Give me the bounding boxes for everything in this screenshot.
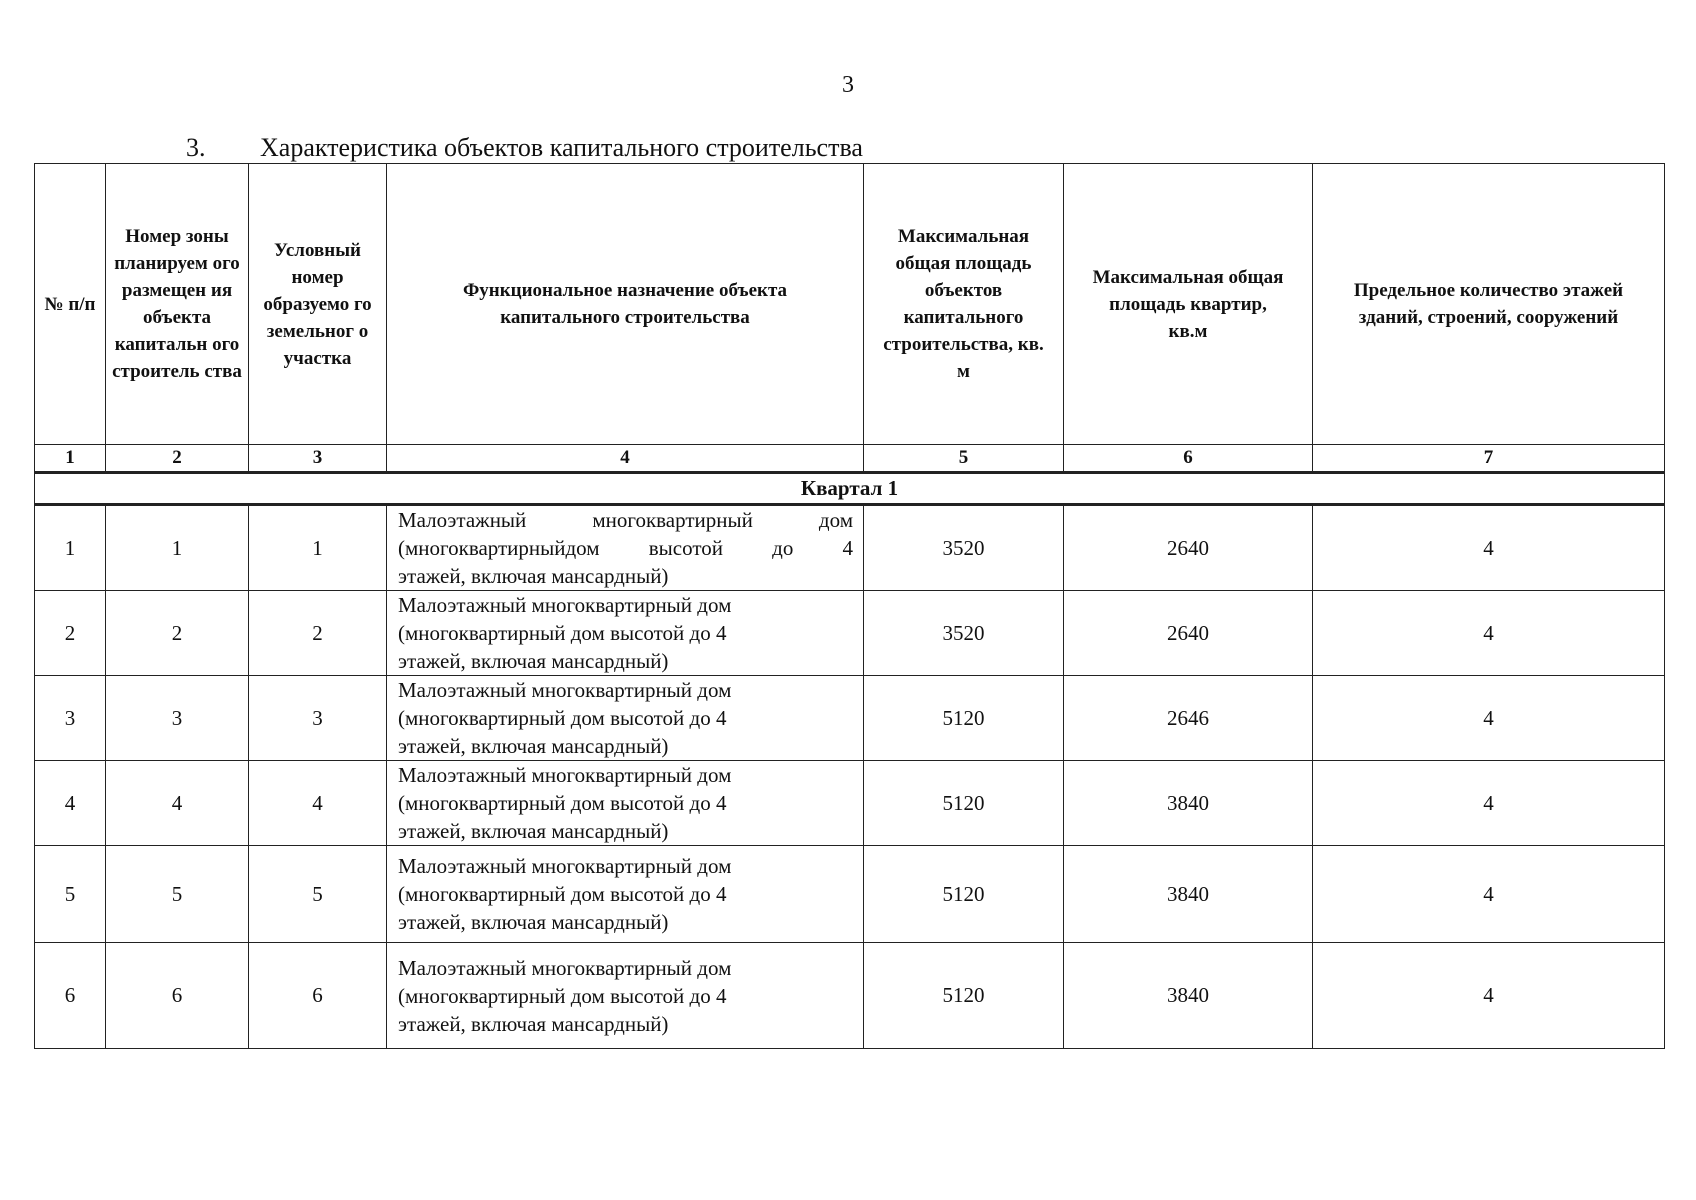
zone-number-cell: 6 [106,943,249,1049]
header-cell-max-area: Максимальная общая площадь объектов капитального строительства, кв. м [864,164,1064,445]
purpose-line: Малоэтажный многоквартирный дом [398,508,853,532]
table-row [35,943,1665,1049]
block-label: Квартал 1 [35,473,1665,505]
table-row [35,846,1665,943]
plot-number-cell: 2 [249,591,387,676]
header-cell-plot: Условный номер образуемо го земельног о участка [249,164,387,445]
zone-number-cell: 2 [106,591,249,676]
column-number: 1 [35,445,106,473]
plot-number-cell: 6 [249,943,387,1049]
section-heading [186,133,863,163]
purpose-line: (многоквартирный дом высотой до 4 [398,706,727,730]
max-area-cell: 5120 [864,676,1064,761]
row-number-cell: 5 [35,846,106,943]
apartment-area-cell: 3840 [1064,761,1313,846]
table-row [35,761,1665,846]
purpose-line: этажей, включая мансардный) [398,734,669,758]
purpose-line: этажей, включая мансардный) [398,819,669,843]
row-number-cell: 4 [35,761,106,846]
max-area-cell: 3520 [864,505,1064,591]
purpose-line: (многоквартирныйдом высотой до 4 [398,536,853,560]
purpose-cell [387,943,864,1049]
purpose-line: этажей, включая мансардный) [398,649,669,673]
column-number: 4 [387,445,864,473]
purpose-cell [387,591,864,676]
plot-number-cell: 4 [249,761,387,846]
floors-cell: 4 [1313,676,1665,761]
row-number-cell: 2 [35,591,106,676]
max-area-cell: 5120 [864,846,1064,943]
column-number-row [35,445,1665,473]
purpose-line: этажей, включая мансардный) [398,1011,669,1036]
purpose-line: Малоэтажный многоквартирный дом [398,955,732,980]
header-cell-purpose: Функциональное назначение объекта капитального строительства [387,164,864,445]
zone-number-cell: 4 [106,761,249,846]
plot-number-cell: 5 [249,846,387,943]
purpose-cell [387,676,864,761]
header-cell-number: № п/п [35,164,106,445]
column-number: 3 [249,445,387,473]
zone-number-cell: 1 [106,505,249,591]
header-row [35,164,1665,445]
purpose-cell [387,761,864,846]
purpose-cell [387,846,864,943]
purpose-line: Малоэтажный многоквартирный дом [398,854,732,878]
floors-cell: 4 [1313,591,1665,676]
zone-number-cell: 3 [106,676,249,761]
capital-construction-table [34,163,1665,1049]
max-area-cell: 5120 [864,943,1064,1049]
purpose-line: (многоквартирный дом высотой до 4 [398,621,727,645]
purpose-line: Малоэтажный многоквартирный дом [398,678,732,702]
section-number: 3. [186,133,206,162]
row-number-cell: 1 [35,505,106,591]
table-row [35,591,1665,676]
header-cell-apt-area: Максимальная общая площадь квартир, кв.м [1064,164,1313,445]
purpose-line: Малоэтажный многоквартирный дом [398,593,732,617]
row-number-cell: 6 [35,943,106,1049]
section-title: Характеристика объектов капитального строительства [260,133,863,162]
purpose-cell [387,505,864,591]
table-row [35,505,1665,591]
plot-number-cell: 3 [249,676,387,761]
page-number: 3 [842,72,854,98]
header-cell-floors: Предельное количество этажей зданий, строений, сооружений [1313,164,1665,445]
column-number: 5 [864,445,1064,473]
purpose-line: (многоквартирный дом высотой до 4 [398,983,727,1008]
max-area-cell: 5120 [864,761,1064,846]
plot-number-cell: 1 [249,505,387,591]
table-row [35,676,1665,761]
apartment-area-cell: 2640 [1064,505,1313,591]
header-cell-zone: Номер зоны планируем ого размещен ия объекта капитальн ого строитель ства [106,164,249,445]
column-number: 6 [1064,445,1313,473]
purpose-line: (многоквартирный дом высотой до 4 [398,882,727,906]
floors-cell: 4 [1313,761,1665,846]
floors-cell: 4 [1313,505,1665,591]
purpose-line: Малоэтажный многоквартирный дом [398,763,732,787]
purpose-line: этажей, включая мансардный) [398,564,669,588]
purpose-line: (многоквартирный дом высотой до 4 [398,791,727,815]
block-row [35,473,1665,505]
apartment-area-cell: 3840 [1064,943,1313,1049]
purpose-line: этажей, включая мансардный) [398,910,669,934]
apartment-area-cell: 2640 [1064,591,1313,676]
column-number: 7 [1313,445,1665,473]
max-area-cell: 3520 [864,591,1064,676]
zone-number-cell: 5 [106,846,249,943]
apartment-area-cell: 2646 [1064,676,1313,761]
floors-cell: 4 [1313,846,1665,943]
row-number-cell: 3 [35,676,106,761]
floors-cell: 4 [1313,943,1665,1049]
apartment-area-cell: 3840 [1064,846,1313,943]
column-number: 2 [106,445,249,473]
